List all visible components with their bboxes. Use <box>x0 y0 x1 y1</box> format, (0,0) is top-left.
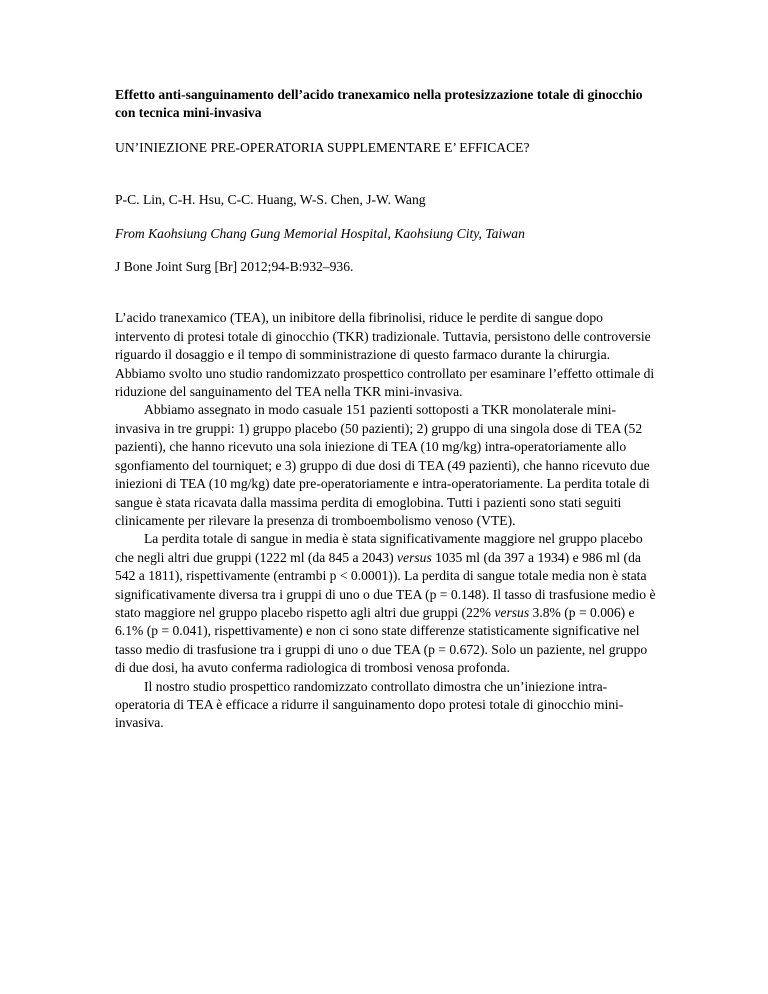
document-page <box>115 86 660 733</box>
journal-citation: J Bone Joint Surg [Br] 2012;94-B:932–936. <box>115 259 354 275</box>
abstract-paragraph-3 <box>115 530 660 677</box>
abstract-paragraph-3-part-b: 1035 ml (da 397 a 1934) e 986 ml (da 542 a 1811), rispettivamente (entrambi p < 0.0001)). La perdita di sangue totale media non è stata significativamente diversa tra i gruppi di uno o due TEA (p = 0.148). Il tasso di trasfusione medio è stato maggiore nel gruppo placebo rispetto agli altri due gruppi (22% <box>115 549 656 620</box>
author-list: P-C. Lin, C-H. Hsu, C-C. Huang, W-S. Chen, J-W. Wang <box>115 192 426 208</box>
abstract <box>115 309 660 732</box>
abstract-paragraph-3-part-a: La perdita totale di sangue in media è stata significativamente maggiore nel gruppo placebo che negli altri due gruppi (1222 ml (da 845 a 2043) <box>115 531 643 565</box>
abstract-paragraph-4: Il nostro studio prospettico randomizzato controllato dimostra che un’iniezione intra-operatoria di TEA è efficace a ridurre il sanguinamento dopo protesi totale di ginocchio mini-invasiva. <box>115 678 624 731</box>
abstract-paragraph-2: Abbiamo assegnato in modo casuale 151 pazienti sottoposti a TKR monolaterale mini-invasiva in tre gruppi: 1) gruppo placebo (50 pazienti); 2) gruppo di una singola dose di TEA (52 pazienti), che hanno ricevuto una sola iniezione di TEA (10 mg/kg) intra-operatoriamente allo sgonfiamento del tourniquet; e 3) gruppo di due dosi di TEA (49 pazienti), che hanno ricevuto due iniezioni di TEA (10 mg/kg) date pre-operatoriamente e intra-operatoriamente. La perdita totale di sangue è stata ricavata dalla massima perdita di emoglobina. Tutti i pazienti sono stati seguiti clinicamente per rilevare la presenza di tromboembolismo venoso (VTE). <box>115 402 650 528</box>
abstract-paragraph-3-part-c: 3.8% (p = 0.006) e 6.1% (p = 0.041), rispettivamente) e non ci sono state differenze statisticamente significative nel tasso medio di trasfusione tra i gruppi di uno o due TEA (p = 0.672). Solo un paziente, nel gruppo di due dosi, ha avuto conferma radiologica di trombosi venosa profonda. <box>115 604 648 676</box>
author-affiliation: From Kaohsiung Chang Gung Memorial Hospital, Kaohsiung City, Taiwan <box>115 225 525 241</box>
abstract-paragraph-1: L’acido tranexamico (TEA), un inibitore della fibrinolisi, riduce le perdite di sangue dopo intervento di protesi totale di ginocchio (TKR) tradizionale. Tuttavia, persistono delle controversie riguardo il dosaggio e il tempo di somministrazione di questo farmaco durante la chirurgia. Abbiamo svolto uno studio randomizzato prospettico controllato per esaminare l’effetto ottimale di riduzione del sanguinamento del TEA nella TKR mini-invasiva. <box>115 310 655 400</box>
article-title: Effetto anti-sanguinamento dell’acido tranexamico nella protesizzazione totale di ginocchio con tecnica mini-invasiva <box>115 87 643 121</box>
article-subtitle: UN’INIEZIONE PRE-OPERATORIA SUPPLEMENTARE E’ EFFICACE? <box>115 139 530 155</box>
versus-italic: versus <box>397 549 432 565</box>
versus-italic: versus <box>494 604 530 620</box>
